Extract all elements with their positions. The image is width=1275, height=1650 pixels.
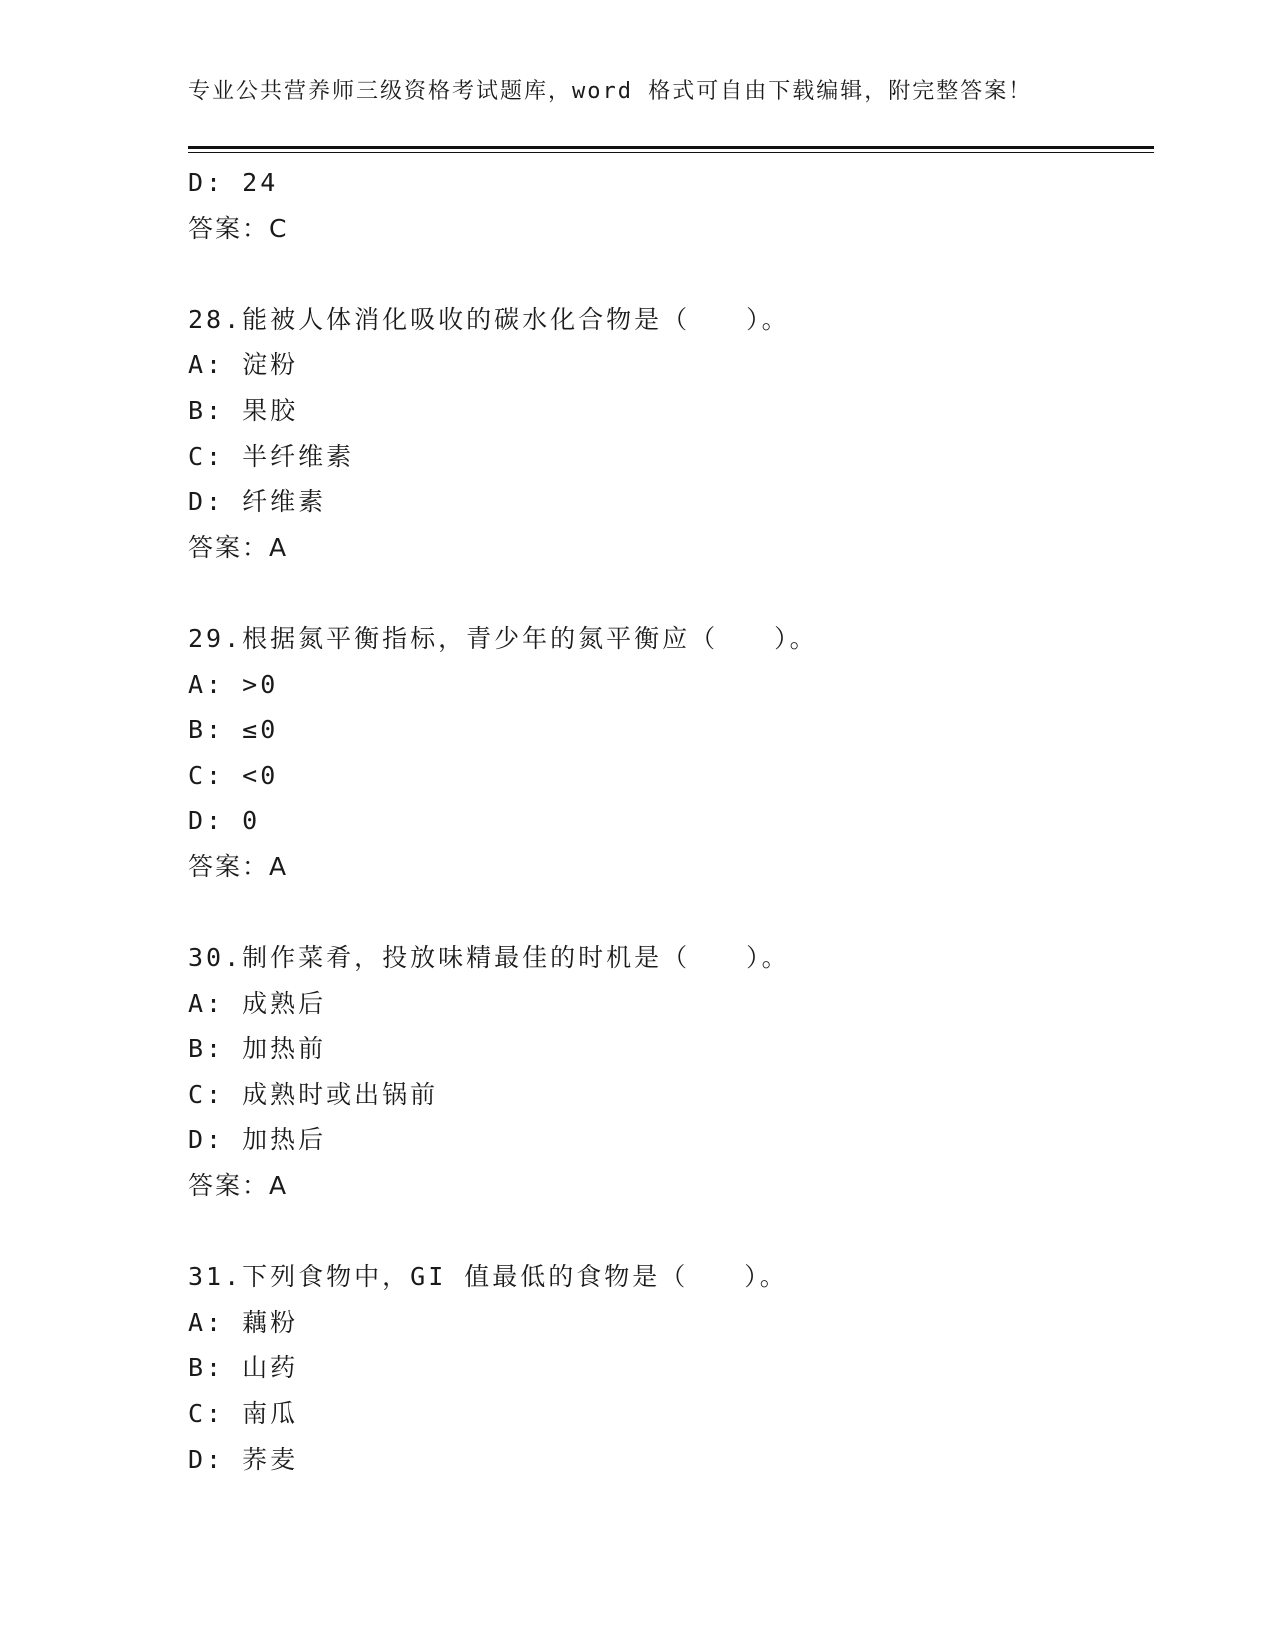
header-rule-thin: [188, 152, 1154, 153]
question-stem: 30.制作菜肴，投放味精最佳的时机是（ ）。: [188, 943, 790, 973]
answer-line: 答案：A: [188, 1171, 289, 1201]
option-d: D: 0: [188, 806, 261, 836]
question-stem: 31.下列食物中，GI 值最低的食物是（ ）。: [188, 1262, 788, 1292]
option-d: D: 纤维素: [188, 487, 327, 517]
spacer: [188, 890, 1154, 936]
option-b: B: ≤0: [188, 715, 279, 745]
option-d: D: 加热后: [188, 1125, 327, 1155]
option-c: C: 半纤维素: [188, 441, 355, 471]
question-31: [188, 1254, 1154, 1482]
option-a: A: >0: [188, 669, 279, 699]
question-stem: 28.能被人体消化吸收的碳水化合物是（ ）。: [188, 304, 790, 334]
spacer: [188, 570, 1154, 616]
spacer: [188, 251, 1154, 297]
answer-line: 答案：C: [188, 213, 289, 243]
question-30: [188, 935, 1154, 1209]
option-a: A: 成熟后: [188, 988, 327, 1018]
page-header: 专业公共营养师三级资格考试题库，word 格式可自由下载编辑，附完整答案！: [188, 79, 1033, 104]
option-a: A: 淀粉: [188, 350, 299, 380]
option-c: C: 成熟时或出锅前: [188, 1079, 439, 1109]
answer-line: 答案：A: [188, 532, 289, 562]
answer-line: 答案：A: [188, 851, 289, 881]
option-c: C: <0: [188, 760, 279, 790]
question-content: [188, 160, 1154, 1482]
previous-question-tail: [188, 160, 1154, 251]
question-28: [188, 297, 1154, 571]
option-c: C: 南瓜: [188, 1399, 299, 1429]
question-29: [188, 616, 1154, 890]
option-b: B: 山药: [188, 1353, 299, 1383]
option-d: D: 24: [188, 168, 279, 197]
option-a: A: 藕粉: [188, 1307, 299, 1337]
question-stem: 29.根据氮平衡指标，青少年的氮平衡应（ ）。: [188, 623, 818, 653]
option-d: D: 荞麦: [188, 1444, 299, 1474]
spacer: [188, 1209, 1154, 1255]
header-rule-thick: [188, 146, 1154, 149]
option-b: B: 加热前: [188, 1034, 327, 1064]
option-b: B: 果胶: [188, 395, 299, 425]
